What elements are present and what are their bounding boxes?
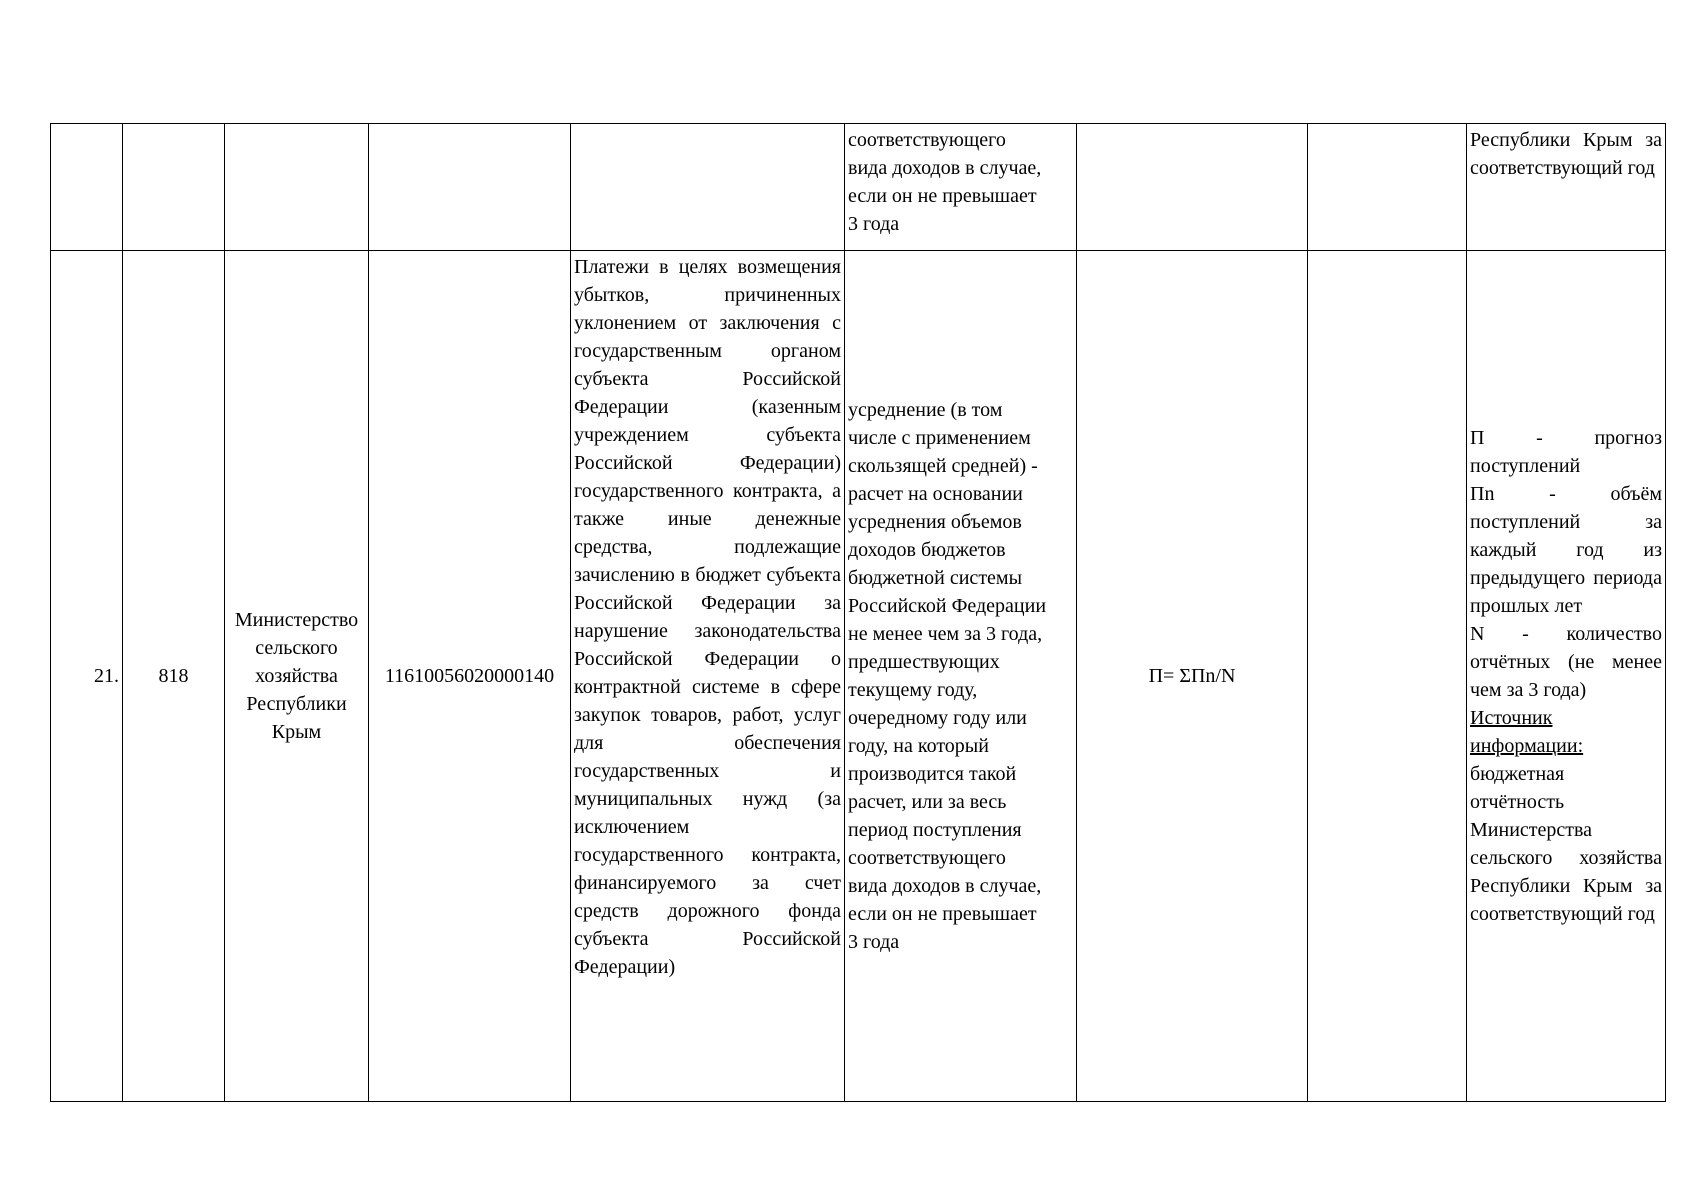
method-line: период поступления xyxy=(848,819,1022,841)
income-name: Платежи в целях возмещения убытков, причиненных уклонением от заключения с государственным органом субъекта Российской Федерации (казенным учреждением субъекта Российской Федерации) государственного контракта, а также иные денежные средства, подлежащие зачислению в бюджет субъекта Российской Федерации за нарушение законодательства Российской Федерации о контрактной системе в сфере закупок товаров, работ, услуг для обеспечения государственных и муниципальных нужд (за исключением государственного контракта, финансируемого за счет средств дорожного фонда субъекта Российской Федерации) xyxy=(571,251,845,1102)
kbk-code: 11610056020000140 xyxy=(369,251,571,1102)
method-line: доходов бюджетов xyxy=(848,539,1006,561)
method-line: скользящей средней) - xyxy=(848,455,1038,477)
table-row-continuation xyxy=(51,124,1666,251)
formula: П= ΣПn/N xyxy=(1077,251,1308,1102)
method-line: производится такой xyxy=(848,763,1017,785)
revenue-method-table xyxy=(50,123,1666,1102)
method-line: 3 года xyxy=(848,931,900,953)
method-line: соответствующего xyxy=(848,847,1006,869)
admin-name: Министерство сельского хозяйства Республики Крым xyxy=(225,251,369,1102)
cell-admin xyxy=(225,124,369,251)
cell-blank xyxy=(1308,251,1467,1102)
table-row-21 xyxy=(51,251,1666,1102)
method-line: бюджетной системы xyxy=(848,567,1023,589)
method-line: вида доходов в случае, xyxy=(848,875,1042,897)
method-line: Российской Федерации xyxy=(848,595,1047,617)
method-line: вида доходов в случае, xyxy=(848,157,1042,179)
legend-line: Пn - объём поступлений за каждый год из предыдущего периода прошлых лет xyxy=(1470,483,1662,617)
cell-kbk xyxy=(369,124,571,251)
calculation-method xyxy=(845,251,1077,1102)
cell-formula xyxy=(1077,124,1308,251)
method-line: если он не превышает xyxy=(848,903,1037,925)
cell-income-name xyxy=(571,124,845,251)
method-line: текущему году, xyxy=(848,679,978,701)
method-line: усреднение (в том xyxy=(848,399,1003,421)
cell-blank xyxy=(1308,124,1467,251)
row-number: 21. xyxy=(51,251,123,1102)
legend-line: П - прогноз поступлений xyxy=(1470,427,1662,477)
method-line: расчет на основании xyxy=(848,483,1023,505)
legend-line: N - количество отчётных (не менее чем за 3 года) xyxy=(1470,623,1662,701)
source-text: бюджетная отчётность Министерства сельского хозяйства Республики Крым за соответствующий год xyxy=(1470,763,1662,925)
method-line: 3 года xyxy=(848,213,900,235)
cell-method xyxy=(845,124,1077,251)
admin-code: 818 xyxy=(123,251,225,1102)
cell-code xyxy=(123,124,225,251)
method-line: году, на который xyxy=(848,735,989,757)
cell-source: Республики Крым за соответствующий год xyxy=(1467,124,1666,251)
method-line: усреднения объемов xyxy=(848,511,1022,533)
formula-legend xyxy=(1467,251,1666,1102)
method-line: не менее чем за 3 года, xyxy=(848,623,1043,645)
method-line: расчет, или за весь xyxy=(848,791,1007,813)
method-line: предшествующих xyxy=(848,651,1000,673)
method-line: числе с применением xyxy=(848,427,1031,449)
cell-number xyxy=(51,124,123,251)
method-line: соответствующего xyxy=(848,129,1006,151)
source-label: Источник информации: xyxy=(1470,707,1584,757)
method-line: очередному году или xyxy=(848,707,1027,729)
method-line: если он не превышает xyxy=(848,185,1037,207)
